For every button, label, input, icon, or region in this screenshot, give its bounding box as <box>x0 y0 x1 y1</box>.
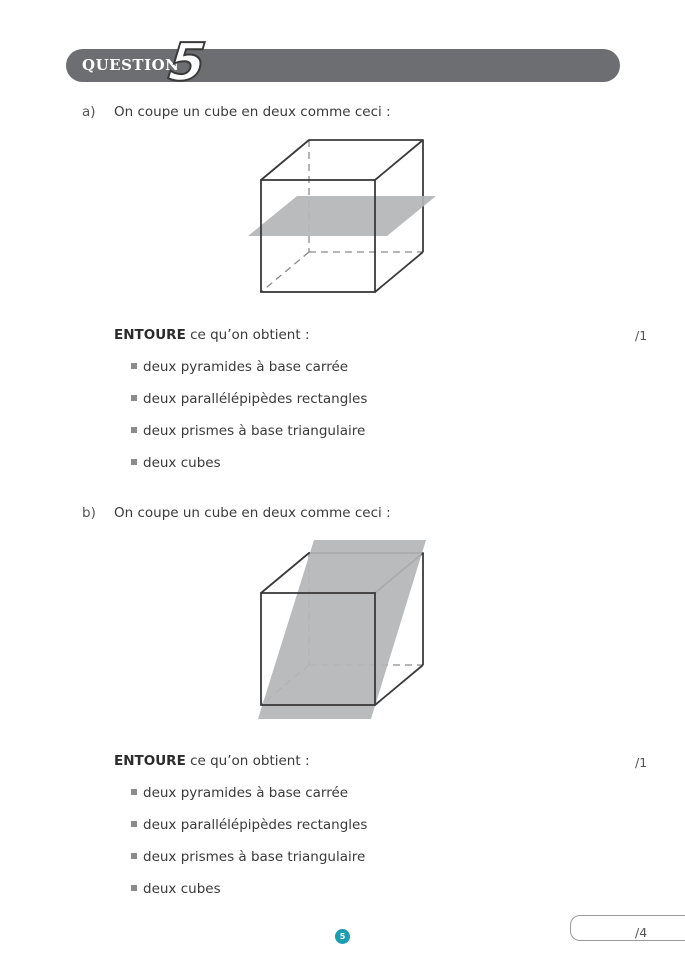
part-a-instruction-rest: ce qu’on obtient : <box>185 327 310 343</box>
cutting-plane <box>258 540 426 719</box>
part-a-instruction-strong: ENTOURE <box>114 327 186 343</box>
square-bullet-icon <box>131 853 137 859</box>
cube-horizontal-cut-figure <box>240 130 440 300</box>
part-a-option-2[interactable] <box>131 391 367 423</box>
part-b-prompt: On coupe un cube en deux comme ceci : <box>114 505 391 521</box>
square-bullet-icon <box>131 363 137 369</box>
square-bullet-icon <box>131 459 137 465</box>
part-a-prompt: On coupe un cube en deux comme ceci : <box>114 104 391 120</box>
part-b-letter: b) <box>82 505 96 521</box>
option-label: deux cubes <box>143 455 221 471</box>
part-b-option-1[interactable] <box>131 785 367 817</box>
part-b-instruction <box>114 753 310 769</box>
option-label: deux parallélépipèdes rectangles <box>143 391 368 407</box>
part-b-score: /1 <box>635 755 648 770</box>
part-b-option-4[interactable] <box>131 881 367 913</box>
option-label: deux prismes à base triangulaire <box>143 849 366 865</box>
part-b-instruction-strong: ENTOURE <box>114 753 186 769</box>
part-a-letter: a) <box>82 104 96 120</box>
question-number: 5 <box>165 33 209 93</box>
square-bullet-icon <box>131 395 137 401</box>
total-score: /4 <box>635 925 648 940</box>
cube-diagonal-cut-figure <box>240 535 440 725</box>
part-b-option-2[interactable] <box>131 817 367 849</box>
part-a-score: /1 <box>635 328 648 343</box>
part-b-option-3[interactable] <box>131 849 367 881</box>
part-a-option-3[interactable] <box>131 423 367 455</box>
total-score-box <box>570 915 685 941</box>
part-a-options <box>131 359 367 487</box>
option-label: deux parallélépipèdes rectangles <box>143 817 368 833</box>
page-number-badge: 5 <box>335 929 350 944</box>
square-bullet-icon <box>131 427 137 433</box>
part-a-option-1[interactable] <box>131 359 367 391</box>
question-label: QUESTION <box>82 56 180 74</box>
square-bullet-icon <box>131 885 137 891</box>
part-a-option-4[interactable] <box>131 455 367 487</box>
part-a-instruction <box>114 327 310 343</box>
option-label: deux pyramides à base carrée <box>143 359 349 375</box>
square-bullet-icon <box>131 789 137 795</box>
option-label: deux pyramides à base carrée <box>143 785 349 801</box>
option-label: deux prismes à base triangulaire <box>143 423 366 439</box>
part-b-instruction-rest: ce qu’on obtient : <box>185 753 310 769</box>
square-bullet-icon <box>131 821 137 827</box>
cutting-plane <box>248 196 436 236</box>
part-b-options <box>131 785 367 913</box>
option-label: deux cubes <box>143 881 221 897</box>
question-header <box>66 33 620 93</box>
